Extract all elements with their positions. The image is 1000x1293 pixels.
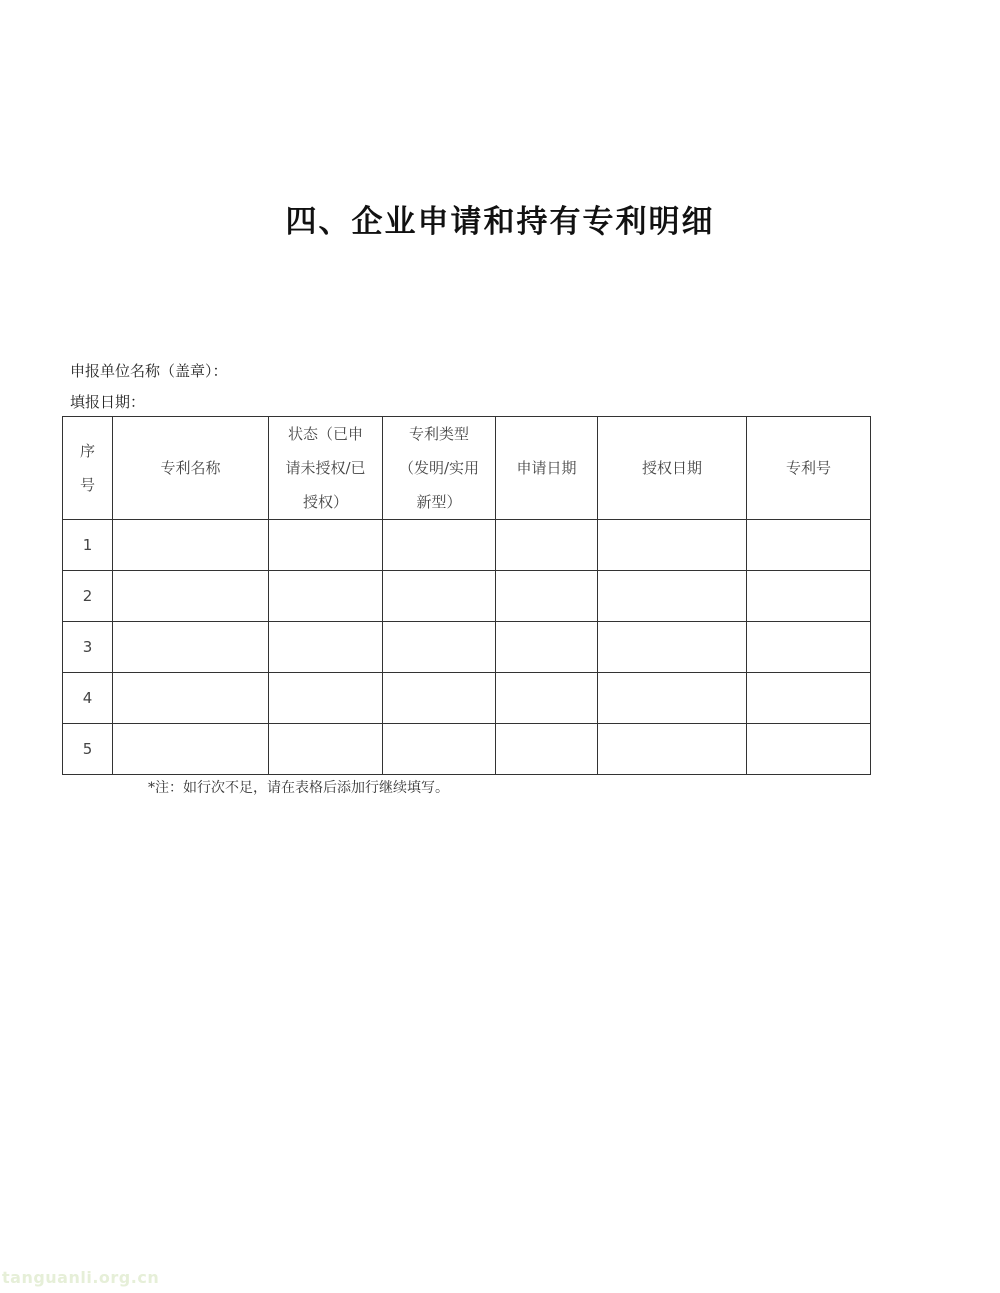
cell-grant-date[interactable] [598, 724, 747, 775]
cell-type[interactable] [383, 673, 496, 724]
header-seq: 序 号 [63, 417, 113, 520]
table-row [63, 571, 871, 622]
cell-apply-date[interactable] [496, 724, 598, 775]
header-patent-name: 专利名称 [113, 417, 269, 520]
cell-type[interactable] [383, 724, 496, 775]
cell-grant-date[interactable] [598, 520, 747, 571]
cell-name[interactable] [113, 571, 269, 622]
cell-apply-date[interactable] [496, 673, 598, 724]
watermark: tanguanli.org.cn [2, 1268, 160, 1287]
cell-name[interactable] [113, 622, 269, 673]
row-seq-cell: 1 [63, 520, 113, 571]
cell-patent-no[interactable] [747, 571, 871, 622]
cell-apply-date[interactable] [496, 520, 598, 571]
header-patent-no: 专利号 [747, 417, 871, 520]
unit-name-label: 申报单位名称（盖章）： [70, 362, 228, 380]
cell-patent-no[interactable] [747, 520, 871, 571]
cell-status[interactable] [269, 673, 383, 724]
footnote: *注：如行次不足，请在表格后添加行继续填写。 [148, 780, 449, 796]
cell-status[interactable] [269, 724, 383, 775]
table-row [63, 673, 871, 724]
cell-patent-no[interactable] [747, 724, 871, 775]
cell-patent-no[interactable] [747, 622, 871, 673]
table-row [63, 724, 871, 775]
patent-table [62, 416, 871, 775]
row-seq-cell: 4 [63, 673, 113, 724]
table-header-row [63, 417, 871, 520]
cell-apply-date[interactable] [496, 622, 598, 673]
cell-grant-date[interactable] [598, 622, 747, 673]
page-title: 四、企业申请和持有专利明细 [285, 204, 715, 240]
table-row [63, 622, 871, 673]
header-status: 状态（已申 请未授权/已 授权） [269, 417, 383, 520]
header-patent-type: 专利类型 （发明/实用 新型） [383, 417, 496, 520]
row-seq-cell: 2 [63, 571, 113, 622]
cell-type[interactable] [383, 520, 496, 571]
cell-type[interactable] [383, 622, 496, 673]
cell-apply-date[interactable] [496, 571, 598, 622]
cell-patent-no[interactable] [747, 673, 871, 724]
header-grant-date: 授权日期 [598, 417, 747, 520]
fill-date-label: 填报日期： [70, 393, 146, 411]
cell-status[interactable] [269, 571, 383, 622]
cell-status[interactable] [269, 622, 383, 673]
header-apply-date: 申请日期 [496, 417, 598, 520]
cell-name[interactable] [113, 520, 269, 571]
row-seq-cell: 3 [63, 622, 113, 673]
cell-grant-date[interactable] [598, 673, 747, 724]
row-seq-cell: 5 [63, 724, 113, 775]
cell-grant-date[interactable] [598, 571, 747, 622]
table-row [63, 520, 871, 571]
cell-status[interactable] [269, 520, 383, 571]
cell-type[interactable] [383, 571, 496, 622]
cell-name[interactable] [113, 673, 269, 724]
cell-name[interactable] [113, 724, 269, 775]
